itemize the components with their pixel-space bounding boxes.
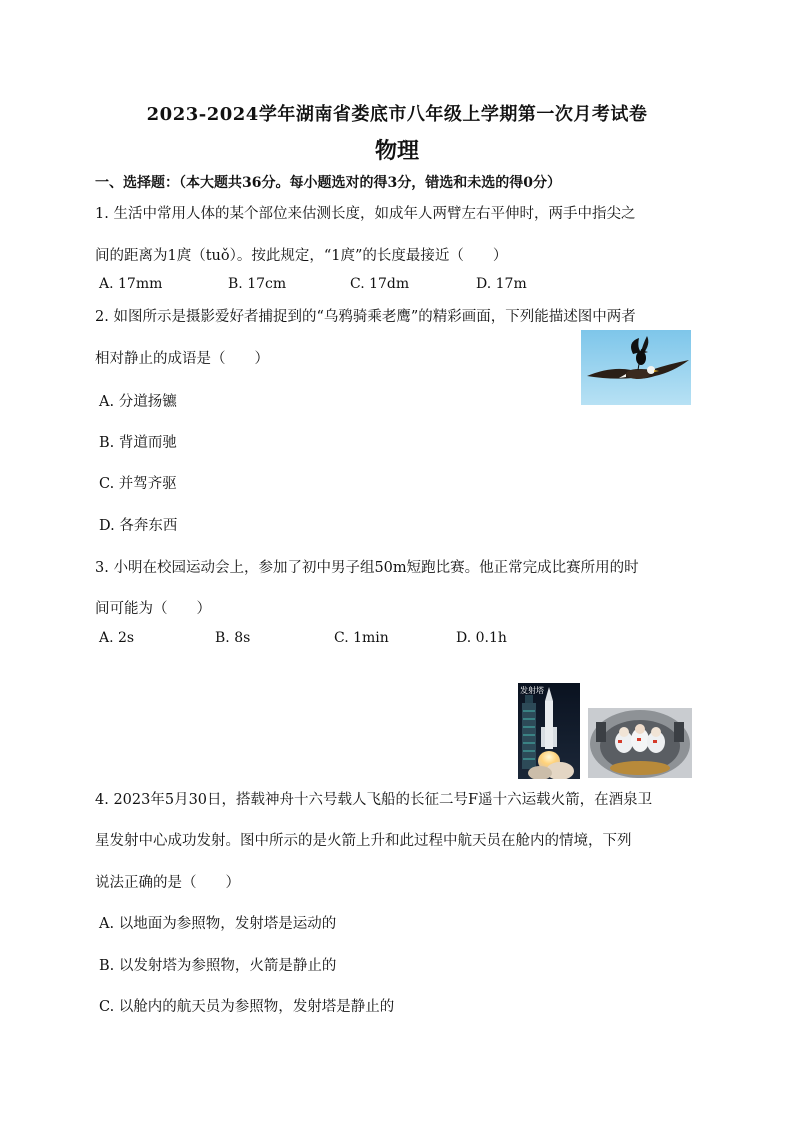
rocket-launch-photo bbox=[518, 683, 580, 779]
q4-stem-line1: 4. 2023年5月30日，搭载神舟十六号载人飞船的长征二号F遥十六运载火箭，在酒泉卫 bbox=[95, 792, 653, 808]
crow-riding-eagle-image bbox=[581, 330, 691, 405]
crow-eagle-photo bbox=[581, 330, 691, 405]
q1-option-a: A. 17mm bbox=[99, 276, 163, 292]
q2-option-c: C. 并驾齐驱 bbox=[99, 476, 177, 492]
q2-stem-line1: 2. 如图所示是摄影爱好者捕捉到的“乌鸦骑乘老鹰”的精彩画面，下列能描述图中两者 bbox=[95, 309, 636, 325]
q3-stem-line2: 间可能为（ ） bbox=[95, 601, 211, 617]
astronauts-cabin-photo bbox=[588, 708, 692, 778]
q3-option-d: D. 0.1h bbox=[456, 630, 507, 646]
q4-option-b: B. 以发射塔为参照物，火箭是静止的 bbox=[99, 958, 337, 974]
q1-stem-line1: 1. 生活中常用人体的某个部位来估测长度，如成年人两臂左右平伸时，两手中指尖之 bbox=[95, 206, 636, 222]
section-heading: 一、选择题：（本大题共36分。每小题选对的得3分，错选和未选的得0分） bbox=[95, 175, 561, 191]
q1-stem-line2: 间的距离为1庹（tuǒ）。按此规定，“1庹”的长度最接近（ ） bbox=[95, 248, 508, 264]
rocket-launch-image bbox=[518, 683, 580, 779]
q3-option-b: B. 8s bbox=[215, 630, 251, 646]
q3-option-c: C. 1min bbox=[334, 630, 389, 646]
exam-title: 2023-2024学年湖南省娄底市八年级上学期第一次月考试卷 bbox=[146, 104, 648, 125]
q4-option-c: C. 以舱内的航天员为参照物，发射塔是静止的 bbox=[99, 999, 395, 1015]
astronauts-in-cabin-image bbox=[588, 708, 692, 778]
q1-option-b: B. 17cm bbox=[228, 276, 287, 292]
q1-option-c: C. 17dm bbox=[350, 276, 410, 292]
q2-option-d: D. 各奔东西 bbox=[99, 518, 178, 534]
subject-title: 物理 bbox=[374, 138, 419, 164]
q2-option-a: A. 分道扬镳 bbox=[99, 394, 177, 410]
q2-option-b: B. 背道而驰 bbox=[99, 435, 177, 451]
q4-stem-line2: 星发射中心成功发射。图中所示的是火箭上升和此过程中航天员在舱内的情境，下列 bbox=[95, 833, 632, 849]
q3-option-a: A. 2s bbox=[99, 630, 135, 646]
launch-tower-label: 发射塔 bbox=[520, 686, 544, 695]
q3-stem-line1: 3. 小明在校园运动会上，参加了初中男子组50m短跑比赛。他正常完成比赛所用的时 bbox=[95, 560, 639, 576]
q1-option-d: D. 17m bbox=[476, 276, 527, 292]
q4-option-a: A. 以地面为参照物，发射塔是运动的 bbox=[99, 916, 337, 932]
q4-stem-line3: 说法正确的是（ ） bbox=[95, 875, 240, 891]
q2-stem-line2: 相对静止的成语是（ ） bbox=[95, 351, 269, 367]
